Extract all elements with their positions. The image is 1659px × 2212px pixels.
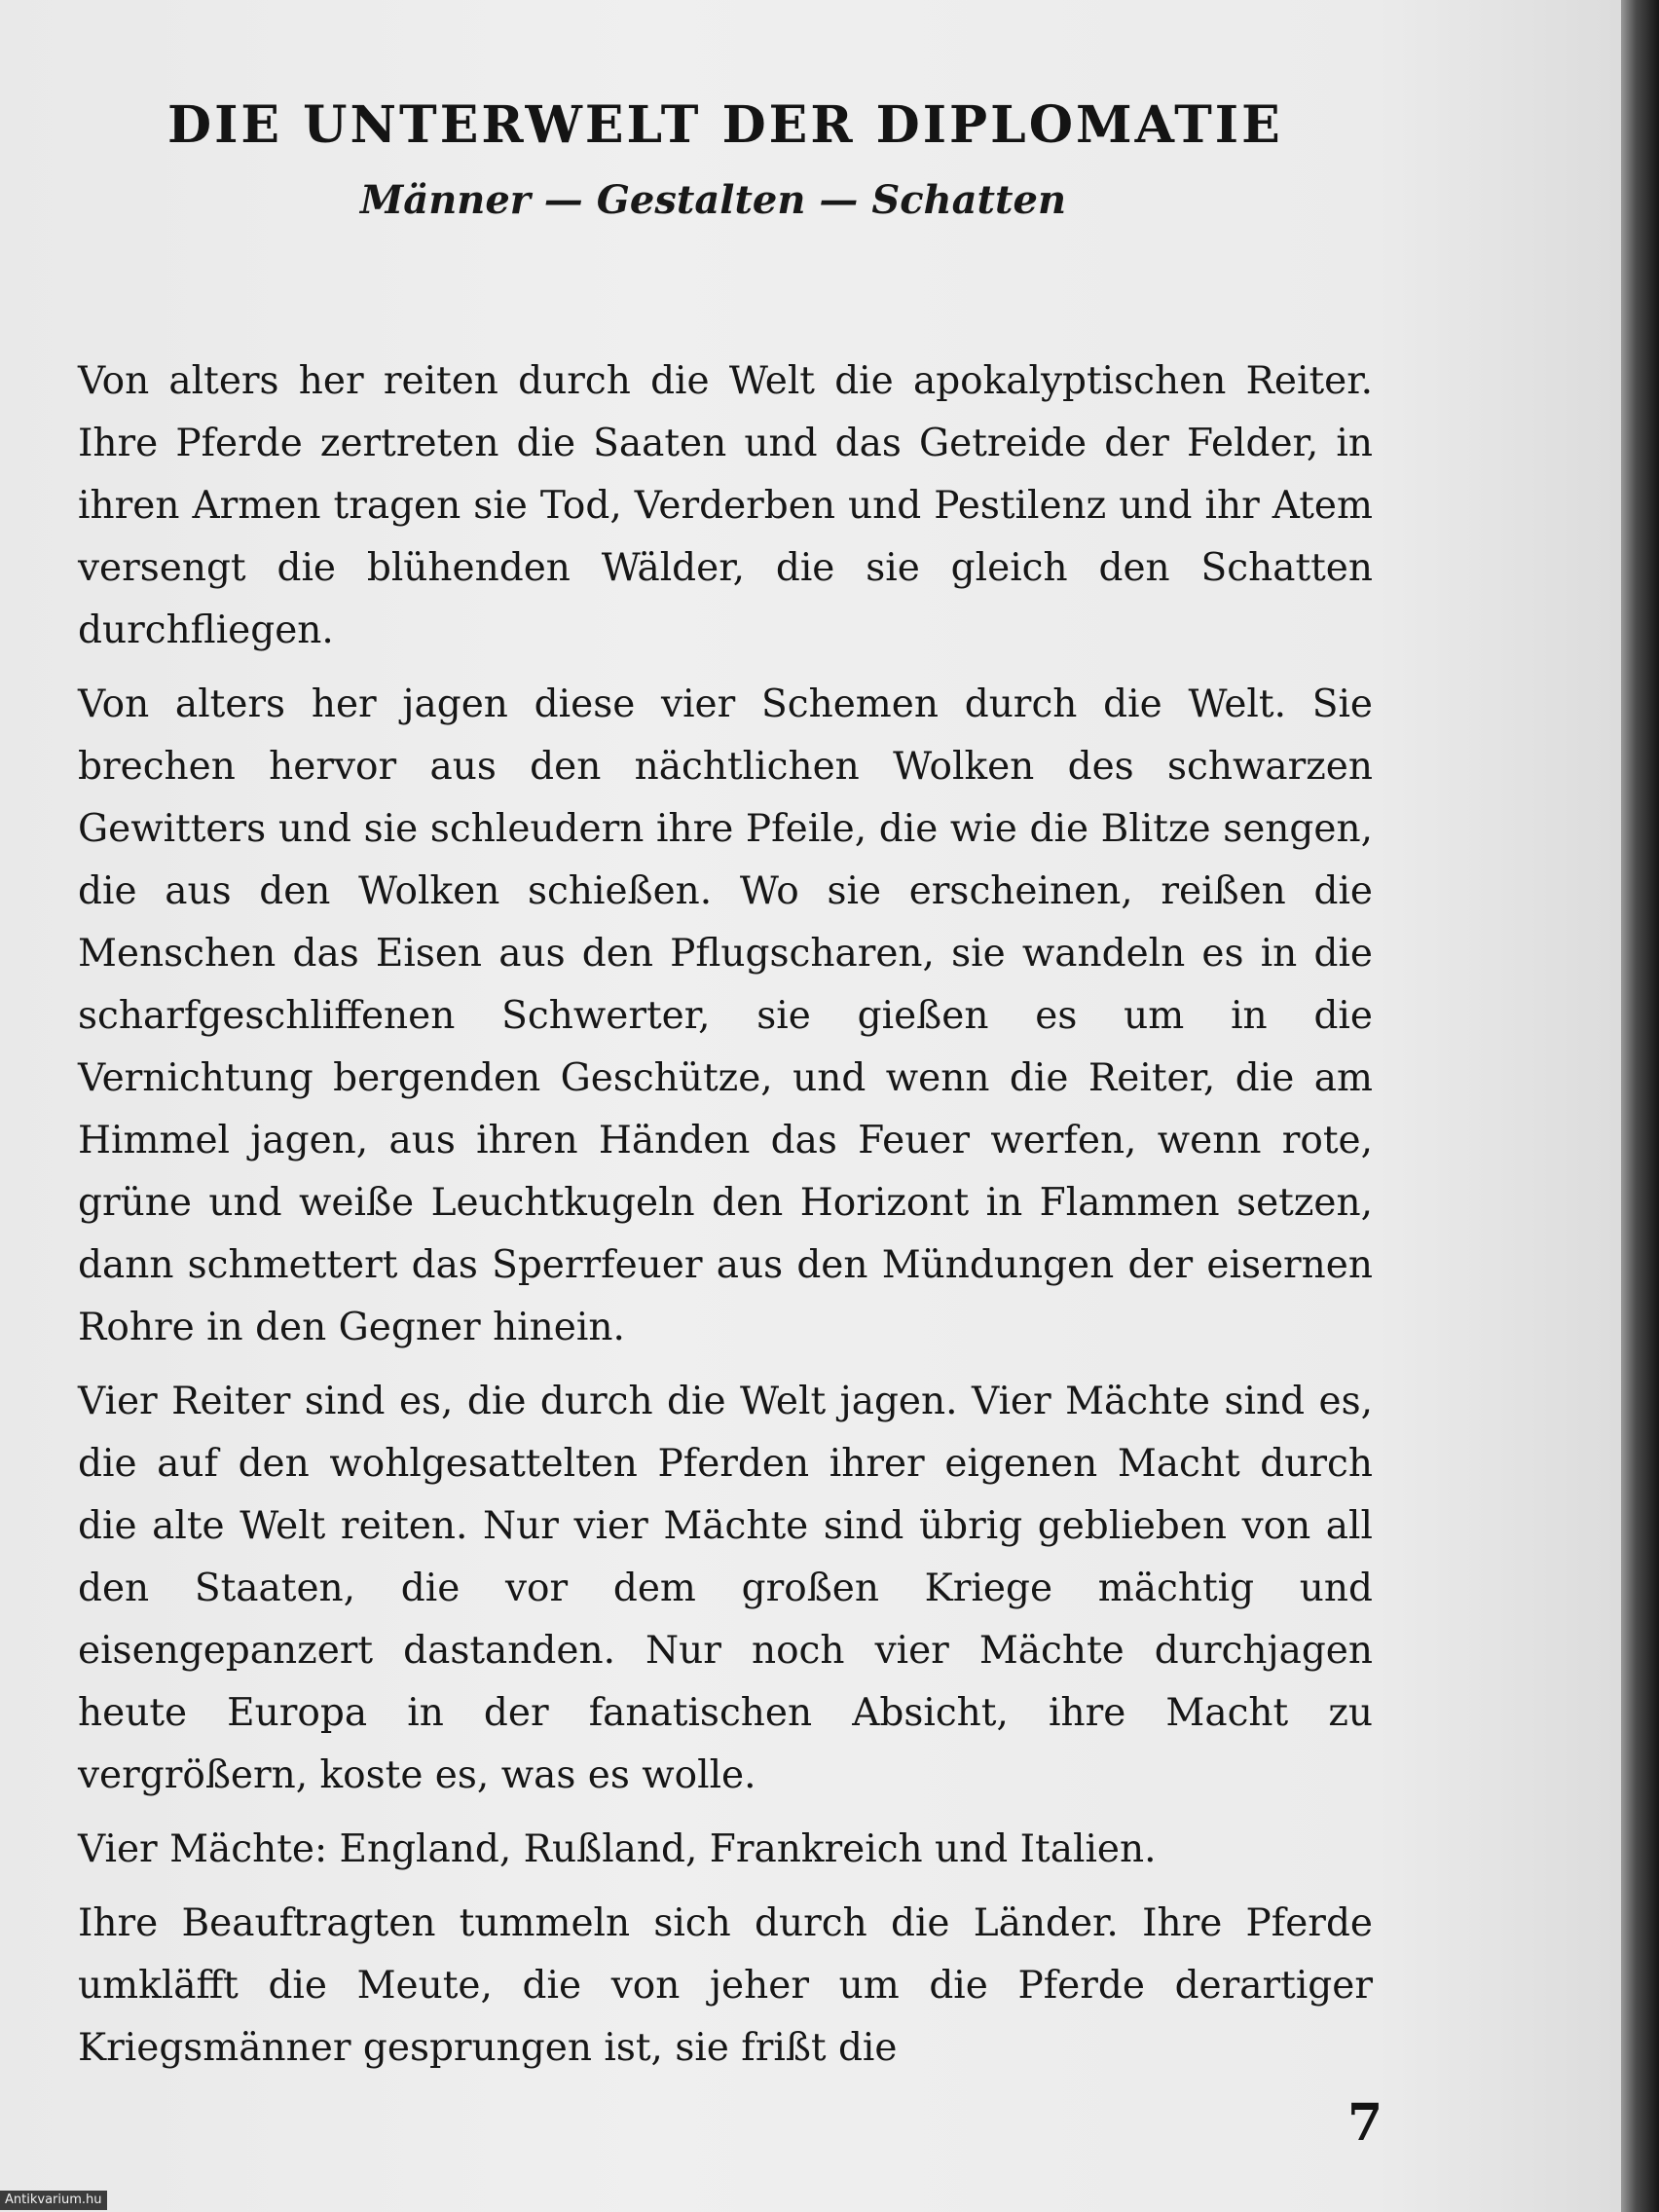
paragraph-5: Ihre Beauftragten tummeln sich durch die Länder. Ihre Pferde umkläfft die Meute, die von jeher um die Pferde derartiger Kriegsmänner gesprungen ist, sie frißt die xyxy=(78,1901,1373,2070)
book-gutter-shadow xyxy=(1621,0,1659,2212)
watermark: Antikvarium.hu xyxy=(0,2191,107,2210)
chapter-subtitle: Männer — Gestalten — Schatten xyxy=(360,177,1067,223)
body-text xyxy=(78,350,1373,2091)
paragraph-2: Von alters her jagen diese vier Schemen durch die Welt. Sie brechen hervor aus den nächtlichen Wolken des schwarzen Gewitters und sie schleudern ihre Pfeile, die wie die Blitze sengen, die aus den Wolken schießen. Wo sie erscheinen, reißen die Menschen das Eisen aus den Pflugscharen, sie wandeln es in die scharfgeschliffenen Schwerter, sie gießen es um in die Vernichtung bergenden Geschütze, und wenn die Reiter, die am Himmel jagen, aus ihren Händen das Feuer werfen, wenn rote, grüne und weiße Leuchtkugeln den Horizont in Flammen setzen, dann schmettert das Sperrfeuer aus den Mündungen der eisernen Rohre in den Gegner hinein. xyxy=(78,682,1373,1349)
paragraph-1: Von alters her reiten durch die Welt die apokalyptischen Reiter. Ihre Pferde zertreten die Saaten und das Getreide der Felder, in ihren Armen tragen sie Tod, Verderben und Pestilenz und ihr Atem versengt die blühenden Wälder, die sie gleich den Schatten durchfliegen. xyxy=(78,359,1373,652)
page-number: 7 xyxy=(1347,2093,1383,2153)
paragraph-3: Vier Reiter sind es, die durch die Welt jagen. Vier Mächte sind es, die auf den wohlgesattelten Pferden ihrer eigenen Macht durch die alte Welt reiten. Nur vier Mächte sind übrig geblieben von all den Staaten, die vor dem großen Kriege mächtig und eisengepanzert dastanden. Nur noch vier Mächte durchjagen heute Europa in der fanatischen Absicht, ihre Macht zu vergrößern, koste es, was es wolle. xyxy=(78,1380,1373,1797)
chapter-title: DIE UNTERWELT DER DIPLOMATIE xyxy=(167,95,1283,155)
paragraph-4: Vier Mächte: England, Rußland, Frankreich und Italien. xyxy=(78,1827,1157,1871)
